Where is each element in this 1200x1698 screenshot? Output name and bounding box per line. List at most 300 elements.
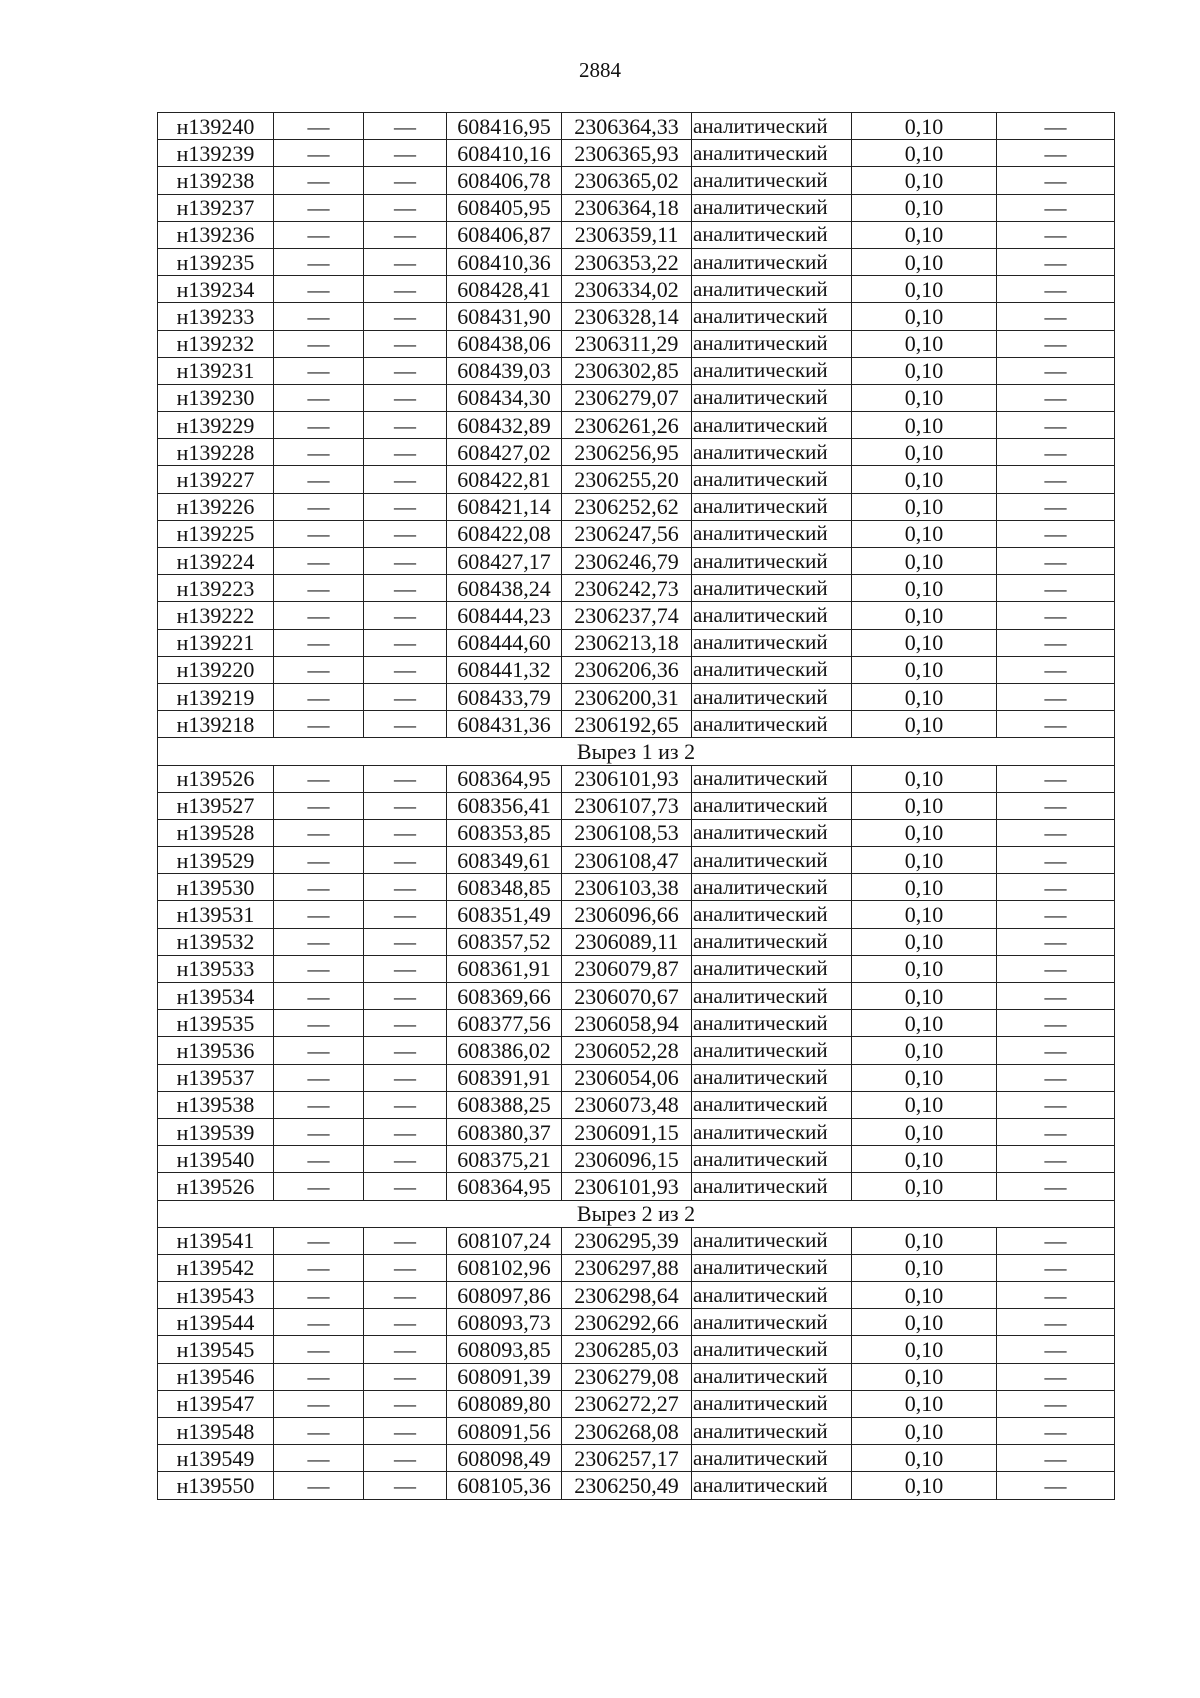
dash-cell: —	[364, 1336, 447, 1363]
dash-cell: —	[364, 819, 447, 846]
method-cell: аналитический	[692, 1037, 852, 1064]
y-coordinate-cell: 2306079,87	[562, 955, 692, 982]
method-cell: аналитический	[692, 1363, 852, 1390]
accuracy-cell: 0,10	[852, 412, 997, 439]
dash-cell: —	[274, 683, 364, 710]
table-row	[158, 303, 1115, 330]
method-cell: аналитический	[692, 1064, 852, 1091]
x-coordinate-cell: 608438,06	[447, 330, 562, 357]
dash-cell: —	[364, 357, 447, 384]
accuracy-cell: 0,10	[852, 1363, 997, 1390]
page-number: 2884	[579, 58, 621, 82]
dash-cell: —	[364, 683, 447, 710]
point-id-cell: н139227	[158, 466, 274, 493]
method-cell: аналитический	[692, 765, 852, 792]
dash-cell: —	[364, 1472, 447, 1499]
accuracy-cell: 0,10	[852, 955, 997, 982]
point-id-cell: н139236	[158, 221, 274, 248]
dash-cell: —	[274, 1010, 364, 1037]
dash-cell: —	[364, 493, 447, 520]
x-coordinate-cell: 608427,02	[447, 439, 562, 466]
point-id-cell: н139233	[158, 303, 274, 330]
dash-cell: —	[997, 330, 1115, 357]
method-cell: аналитический	[692, 384, 852, 411]
y-coordinate-cell: 2306365,93	[562, 140, 692, 167]
method-cell: аналитический	[692, 248, 852, 275]
y-coordinate-cell: 2306107,73	[562, 792, 692, 819]
x-coordinate-cell: 608353,85	[447, 819, 562, 846]
table-row	[158, 656, 1115, 683]
table-row	[158, 276, 1115, 303]
point-id-cell: н139550	[158, 1472, 274, 1499]
table-row	[158, 330, 1115, 357]
dash-cell: —	[997, 1282, 1115, 1309]
y-coordinate-cell: 2306252,62	[562, 493, 692, 520]
dash-cell: —	[364, 792, 447, 819]
method-cell: аналитический	[692, 1336, 852, 1363]
accuracy-cell: 0,10	[852, 113, 997, 140]
dash-cell: —	[997, 874, 1115, 901]
point-id-cell: н139230	[158, 384, 274, 411]
dash-cell: —	[997, 1472, 1115, 1499]
dash-cell: —	[364, 194, 447, 221]
dash-cell: —	[997, 1064, 1115, 1091]
y-coordinate-cell: 2306192,65	[562, 711, 692, 738]
dash-cell: —	[364, 1064, 447, 1091]
point-id-cell: н139235	[158, 248, 274, 275]
accuracy-cell: 0,10	[852, 1037, 997, 1064]
table-row	[158, 412, 1115, 439]
dash-cell: —	[364, 1390, 447, 1417]
y-coordinate-cell: 2306255,20	[562, 466, 692, 493]
table-row	[158, 493, 1115, 520]
dash-cell: —	[274, 711, 364, 738]
section-row	[158, 1200, 1115, 1227]
accuracy-cell: 0,10	[852, 1282, 997, 1309]
dash-cell: —	[997, 439, 1115, 466]
method-cell: аналитический	[692, 330, 852, 357]
dash-cell: —	[274, 194, 364, 221]
dash-cell: —	[364, 1309, 447, 1336]
method-cell: аналитический	[692, 140, 852, 167]
point-id-cell: н139540	[158, 1146, 274, 1173]
accuracy-cell: 0,10	[852, 466, 997, 493]
dash-cell: —	[364, 520, 447, 547]
point-id-cell: н139536	[158, 1037, 274, 1064]
dash-cell: —	[997, 1010, 1115, 1037]
dash-cell: —	[997, 792, 1115, 819]
method-cell: аналитический	[692, 439, 852, 466]
dash-cell: —	[274, 357, 364, 384]
y-coordinate-cell: 2306108,47	[562, 847, 692, 874]
method-cell: аналитический	[692, 412, 852, 439]
method-cell: аналитический	[692, 629, 852, 656]
dash-cell: —	[364, 1418, 447, 1445]
y-coordinate-cell: 2306353,22	[562, 248, 692, 275]
x-coordinate-cell: 608369,66	[447, 983, 562, 1010]
method-cell: аналитический	[692, 221, 852, 248]
accuracy-cell: 0,10	[852, 874, 997, 901]
accuracy-cell: 0,10	[852, 1445, 997, 1472]
dash-cell: —	[997, 194, 1115, 221]
dash-cell: —	[997, 819, 1115, 846]
x-coordinate-cell: 608388,25	[447, 1091, 562, 1118]
point-id-cell: н139220	[158, 656, 274, 683]
dash-cell: —	[274, 983, 364, 1010]
point-id-cell: н139535	[158, 1010, 274, 1037]
dash-cell: —	[274, 1173, 364, 1200]
table-row	[158, 1146, 1115, 1173]
method-cell: аналитический	[692, 1118, 852, 1145]
table-row	[158, 1418, 1115, 1445]
table-row	[158, 602, 1115, 629]
point-id-cell: н139534	[158, 983, 274, 1010]
point-id-cell: н139226	[158, 493, 274, 520]
dash-cell: —	[274, 629, 364, 656]
table-row	[158, 955, 1115, 982]
accuracy-cell: 0,10	[852, 901, 997, 928]
accuracy-cell: 0,10	[852, 1010, 997, 1037]
dash-cell: —	[274, 1472, 364, 1499]
table-row	[158, 384, 1115, 411]
dash-cell: —	[997, 1254, 1115, 1281]
y-coordinate-cell: 2306246,79	[562, 548, 692, 575]
x-coordinate-cell: 608093,73	[447, 1309, 562, 1336]
point-id-cell: н139232	[158, 330, 274, 357]
dash-cell: —	[364, 113, 447, 140]
x-coordinate-cell: 608405,95	[447, 194, 562, 221]
dash-cell: —	[997, 221, 1115, 248]
table-row	[158, 1445, 1115, 1472]
x-coordinate-cell: 608444,60	[447, 629, 562, 656]
dash-cell: —	[997, 548, 1115, 575]
table-row	[158, 520, 1115, 547]
y-coordinate-cell: 2306272,27	[562, 1390, 692, 1417]
x-coordinate-cell: 608386,02	[447, 1037, 562, 1064]
point-id-cell: н139234	[158, 276, 274, 303]
x-coordinate-cell: 608391,91	[447, 1064, 562, 1091]
dash-cell: —	[364, 1010, 447, 1037]
method-cell: аналитический	[692, 656, 852, 683]
accuracy-cell: 0,10	[852, 1118, 997, 1145]
dash-cell: —	[274, 493, 364, 520]
table-row	[158, 1064, 1115, 1091]
point-id-cell: н139225	[158, 520, 274, 547]
dash-cell: —	[997, 1445, 1115, 1472]
dash-cell: —	[997, 357, 1115, 384]
x-coordinate-cell: 608349,61	[447, 847, 562, 874]
dash-cell: —	[274, 439, 364, 466]
x-coordinate-cell: 608422,08	[447, 520, 562, 547]
accuracy-cell: 0,10	[852, 1472, 997, 1499]
dash-cell: —	[274, 1037, 364, 1064]
y-coordinate-cell: 2306101,93	[562, 765, 692, 792]
method-cell: аналитический	[692, 683, 852, 710]
method-cell: аналитический	[692, 575, 852, 602]
table-row	[158, 1010, 1115, 1037]
x-coordinate-cell: 608091,39	[447, 1363, 562, 1390]
method-cell: аналитический	[692, 303, 852, 330]
dash-cell: —	[997, 1363, 1115, 1390]
x-coordinate-cell: 608431,36	[447, 711, 562, 738]
accuracy-cell: 0,10	[852, 1146, 997, 1173]
y-coordinate-cell: 2306365,02	[562, 167, 692, 194]
x-coordinate-cell: 608410,16	[447, 140, 562, 167]
accuracy-cell: 0,10	[852, 765, 997, 792]
dash-cell: —	[997, 1173, 1115, 1200]
dash-cell: —	[364, 983, 447, 1010]
x-coordinate-cell: 608351,49	[447, 901, 562, 928]
dash-cell: —	[997, 520, 1115, 547]
method-cell: аналитический	[692, 711, 852, 738]
table-row	[158, 847, 1115, 874]
accuracy-cell: 0,10	[852, 819, 997, 846]
y-coordinate-cell: 2306054,06	[562, 1064, 692, 1091]
point-id-cell: н139229	[158, 412, 274, 439]
accuracy-cell: 0,10	[852, 629, 997, 656]
method-cell: аналитический	[692, 167, 852, 194]
table-row	[158, 248, 1115, 275]
method-cell: аналитический	[692, 520, 852, 547]
dash-cell: —	[274, 548, 364, 575]
table-row	[158, 901, 1115, 928]
x-coordinate-cell: 608375,21	[447, 1146, 562, 1173]
table-row	[158, 711, 1115, 738]
dash-cell: —	[364, 466, 447, 493]
accuracy-cell: 0,10	[852, 1091, 997, 1118]
x-coordinate-cell: 608416,95	[447, 113, 562, 140]
method-cell: аналитический	[692, 874, 852, 901]
point-id-cell: н139533	[158, 955, 274, 982]
point-id-cell: н139531	[158, 901, 274, 928]
dash-cell: —	[364, 765, 447, 792]
x-coordinate-cell: 608434,30	[447, 384, 562, 411]
method-cell: аналитический	[692, 466, 852, 493]
dash-cell: —	[274, 1418, 364, 1445]
y-coordinate-cell: 2306268,08	[562, 1418, 692, 1445]
table-row	[158, 1390, 1115, 1417]
dash-cell: —	[364, 303, 447, 330]
y-coordinate-cell: 2306089,11	[562, 928, 692, 955]
table-row	[158, 983, 1115, 1010]
dash-cell: —	[364, 330, 447, 357]
point-id-cell: н139538	[158, 1091, 274, 1118]
y-coordinate-cell: 2306052,28	[562, 1037, 692, 1064]
dash-cell: —	[997, 248, 1115, 275]
dash-cell: —	[997, 412, 1115, 439]
table-row	[158, 1336, 1115, 1363]
point-id-cell: н139222	[158, 602, 274, 629]
x-coordinate-cell: 608406,78	[447, 167, 562, 194]
y-coordinate-cell: 2306295,39	[562, 1227, 692, 1254]
dash-cell: —	[364, 955, 447, 982]
dash-cell: —	[997, 167, 1115, 194]
method-cell: аналитический	[692, 1254, 852, 1281]
y-coordinate-cell: 2306200,31	[562, 683, 692, 710]
dash-cell: —	[364, 1091, 447, 1118]
dash-cell: —	[274, 847, 364, 874]
point-id-cell: н139548	[158, 1418, 274, 1445]
point-id-cell: н139542	[158, 1254, 274, 1281]
y-coordinate-cell: 2306250,49	[562, 1472, 692, 1499]
y-coordinate-cell: 2306058,94	[562, 1010, 692, 1037]
dash-cell: —	[997, 683, 1115, 710]
dash-cell: —	[274, 330, 364, 357]
method-cell: аналитический	[692, 1390, 852, 1417]
dash-cell: —	[274, 575, 364, 602]
y-coordinate-cell: 2306101,93	[562, 1173, 692, 1200]
accuracy-cell: 0,10	[852, 1418, 997, 1445]
accuracy-cell: 0,10	[852, 983, 997, 1010]
x-coordinate-cell: 608361,91	[447, 955, 562, 982]
y-coordinate-cell: 2306206,36	[562, 656, 692, 683]
dash-cell: —	[997, 1037, 1115, 1064]
dash-cell: —	[274, 1146, 364, 1173]
point-id-cell: н139526	[158, 1173, 274, 1200]
x-coordinate-cell: 608102,96	[447, 1254, 562, 1281]
point-id-cell: н139539	[158, 1118, 274, 1145]
method-cell: аналитический	[692, 357, 852, 384]
table-row	[158, 928, 1115, 955]
table-row	[158, 194, 1115, 221]
dash-cell: —	[997, 303, 1115, 330]
dash-cell: —	[997, 1336, 1115, 1363]
dash-cell: —	[997, 575, 1115, 602]
point-id-cell: н139526	[158, 765, 274, 792]
y-coordinate-cell: 2306261,26	[562, 412, 692, 439]
x-coordinate-cell: 608438,24	[447, 575, 562, 602]
point-id-cell: н139231	[158, 357, 274, 384]
dash-cell: —	[364, 412, 447, 439]
dash-cell: —	[274, 466, 364, 493]
y-coordinate-cell: 2306247,56	[562, 520, 692, 547]
dash-cell: —	[364, 928, 447, 955]
x-coordinate-cell: 608093,85	[447, 1336, 562, 1363]
table-row	[158, 1472, 1115, 1499]
point-id-cell: н139219	[158, 683, 274, 710]
table-row	[158, 1309, 1115, 1336]
point-id-cell: н139240	[158, 113, 274, 140]
point-id-cell: н139544	[158, 1309, 274, 1336]
point-id-cell: н139238	[158, 167, 274, 194]
table-row	[158, 1227, 1115, 1254]
accuracy-cell: 0,10	[852, 548, 997, 575]
dash-cell: —	[364, 439, 447, 466]
dash-cell: —	[274, 1363, 364, 1390]
table-row	[158, 357, 1115, 384]
method-cell: аналитический	[692, 1445, 852, 1472]
dash-cell: —	[274, 520, 364, 547]
dash-cell: —	[997, 901, 1115, 928]
dash-cell: —	[274, 1445, 364, 1472]
method-cell: аналитический	[692, 1227, 852, 1254]
dash-cell: —	[274, 1336, 364, 1363]
dash-cell: —	[364, 384, 447, 411]
method-cell: аналитический	[692, 983, 852, 1010]
dash-cell: —	[997, 113, 1115, 140]
dash-cell: —	[364, 1363, 447, 1390]
table-row	[158, 466, 1115, 493]
accuracy-cell: 0,10	[852, 439, 997, 466]
point-id-cell: н139547	[158, 1390, 274, 1417]
y-coordinate-cell: 2306311,29	[562, 330, 692, 357]
method-cell: аналитический	[692, 792, 852, 819]
x-coordinate-cell: 608377,56	[447, 1010, 562, 1037]
dash-cell: —	[274, 1091, 364, 1118]
x-coordinate-cell: 608410,36	[447, 248, 562, 275]
point-id-cell: н139529	[158, 847, 274, 874]
y-coordinate-cell: 2306298,64	[562, 1282, 692, 1309]
table-row	[158, 792, 1115, 819]
method-cell: аналитический	[692, 901, 852, 928]
method-cell: аналитический	[692, 1010, 852, 1037]
accuracy-cell: 0,10	[852, 1227, 997, 1254]
y-coordinate-cell: 2306256,95	[562, 439, 692, 466]
coordinates-table	[157, 112, 1115, 1500]
y-coordinate-cell: 2306279,07	[562, 384, 692, 411]
table-row	[158, 1091, 1115, 1118]
method-cell: аналитический	[692, 1146, 852, 1173]
point-id-cell: н139549	[158, 1445, 274, 1472]
method-cell: аналитический	[692, 955, 852, 982]
method-cell: аналитический	[692, 602, 852, 629]
table-row	[158, 1254, 1115, 1281]
point-id-cell: н139532	[158, 928, 274, 955]
point-id-cell: н139546	[158, 1363, 274, 1390]
y-coordinate-cell: 2306096,15	[562, 1146, 692, 1173]
method-cell: аналитический	[692, 493, 852, 520]
accuracy-cell: 0,10	[852, 602, 997, 629]
y-coordinate-cell: 2306257,17	[562, 1445, 692, 1472]
x-coordinate-cell: 608356,41	[447, 792, 562, 819]
dash-cell: —	[997, 140, 1115, 167]
method-cell: аналитический	[692, 1282, 852, 1309]
y-coordinate-cell: 2306297,88	[562, 1254, 692, 1281]
method-cell: аналитический	[692, 847, 852, 874]
y-coordinate-cell: 2306302,85	[562, 357, 692, 384]
dash-cell: —	[274, 1309, 364, 1336]
dash-cell: —	[364, 847, 447, 874]
point-id-cell: н139223	[158, 575, 274, 602]
y-coordinate-cell: 2306213,18	[562, 629, 692, 656]
dash-cell: —	[997, 711, 1115, 738]
dash-cell: —	[364, 140, 447, 167]
method-cell: аналитический	[692, 1472, 852, 1499]
x-coordinate-cell: 608431,90	[447, 303, 562, 330]
table-row	[158, 221, 1115, 248]
x-coordinate-cell: 608357,52	[447, 928, 562, 955]
dash-cell: —	[997, 847, 1115, 874]
accuracy-cell: 0,10	[852, 792, 997, 819]
accuracy-cell: 0,10	[852, 493, 997, 520]
dash-cell: —	[364, 1173, 447, 1200]
x-coordinate-cell: 608422,81	[447, 466, 562, 493]
x-coordinate-cell: 608444,23	[447, 602, 562, 629]
dash-cell: —	[274, 384, 364, 411]
dash-cell: —	[364, 221, 447, 248]
dash-cell: —	[997, 602, 1115, 629]
dash-cell: —	[364, 276, 447, 303]
point-id-cell: н139228	[158, 439, 274, 466]
y-coordinate-cell: 2306364,18	[562, 194, 692, 221]
accuracy-cell: 0,10	[852, 1336, 997, 1363]
y-coordinate-cell: 2306279,08	[562, 1363, 692, 1390]
dash-cell: —	[274, 276, 364, 303]
x-coordinate-cell: 608098,49	[447, 1445, 562, 1472]
dash-cell: —	[997, 1091, 1115, 1118]
dash-cell: —	[274, 874, 364, 901]
dash-cell: —	[364, 1037, 447, 1064]
